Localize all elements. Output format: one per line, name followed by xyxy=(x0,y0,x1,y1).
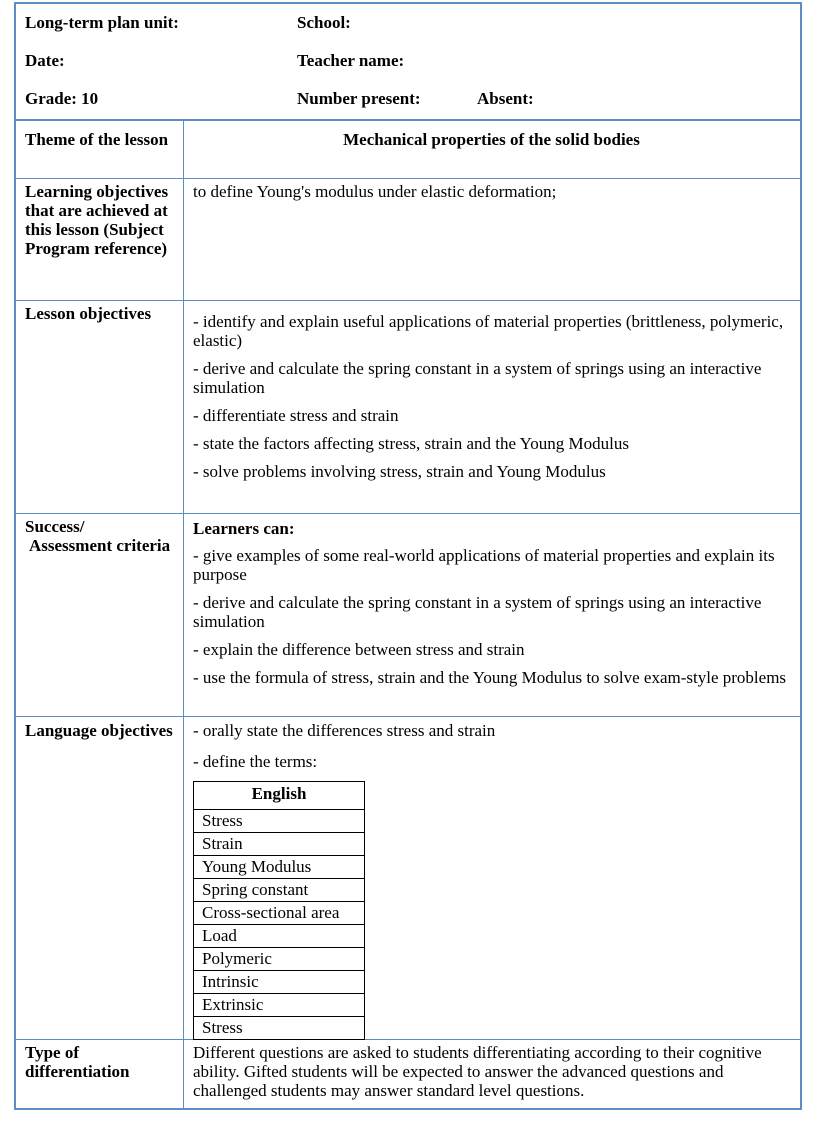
language-objectives-label: Language objectives xyxy=(16,717,184,1039)
term-cell: Extrinsic xyxy=(194,994,365,1017)
absent-label: Absent: xyxy=(477,89,534,108)
lesson-objective-item: - derive and calculate the spring constant in a system of springs using an interactive simulation xyxy=(193,359,762,397)
differentiation-row xyxy=(16,1040,800,1108)
success-label-line1: Success/ xyxy=(25,517,85,536)
language-item: - orally state the differences stress and strain xyxy=(193,721,496,740)
success-criteria-list xyxy=(184,514,800,716)
terms-table xyxy=(193,781,365,1040)
theme-row xyxy=(16,121,800,179)
term-cell: Spring constant xyxy=(194,879,365,902)
success-heading: Learners can: xyxy=(193,519,295,538)
lesson-objective-item: - solve problems involving stress, strain and Young Modulus xyxy=(193,462,606,481)
lesson-objectives-list xyxy=(184,301,800,513)
header-row-2 xyxy=(25,51,800,73)
term-cell: Load xyxy=(194,925,365,948)
term-cell: Polymeric xyxy=(194,948,365,971)
success-item: - give examples of some real-world applications of material properties and explain its purpose xyxy=(193,546,775,584)
differentiation-label: Type of differentiation xyxy=(16,1040,184,1108)
lesson-objective-item: - differentiate stress and strain xyxy=(193,406,399,425)
unit-label: Long-term plan unit: xyxy=(25,13,179,32)
theme-value: Mechanical properties of the solid bodies xyxy=(343,130,640,149)
header-block xyxy=(16,4,800,121)
lesson-plan-table xyxy=(14,2,802,1110)
term-cell: Young Modulus xyxy=(194,856,365,879)
lesson-objectives-label: Lesson objectives xyxy=(16,301,184,513)
lesson-objective-item: - state the factors affecting stress, strain and the Young Modulus xyxy=(193,434,629,453)
header-row-3 xyxy=(25,89,800,111)
success-item: - explain the difference between stress and strain xyxy=(193,640,525,659)
term-cell: Stress xyxy=(194,1017,365,1040)
language-item: - define the terms: xyxy=(193,752,318,771)
teacher-label: Teacher name: xyxy=(297,51,405,70)
grade-label: Grade: 10 xyxy=(25,89,99,108)
term-cell: Intrinsic xyxy=(194,971,365,994)
differentiation-value: Different questions are asked to students differentiating according to their cognitive ability. Gifted students will be expected to answer the advanced questions and challenged students may answer standard level questions. xyxy=(193,1043,762,1100)
learning-objectives-label: Learning objectives that are achieved at this lesson (Subject Program reference) xyxy=(16,179,184,300)
school-label: School: xyxy=(297,13,351,32)
header-row-1 xyxy=(25,13,800,35)
learning-objectives-row xyxy=(16,179,800,301)
success-criteria-label xyxy=(16,514,184,716)
success-label-line2: Assessment criteria xyxy=(29,536,171,555)
learning-objectives-value: to define Young's modulus under elastic deformation; xyxy=(193,182,557,201)
term-cell: Strain xyxy=(194,833,365,856)
theme-label: Theme of the lesson xyxy=(16,121,184,178)
present-label: Number present: xyxy=(297,89,421,108)
term-cell: Cross-sectional area xyxy=(194,902,365,925)
success-criteria-row xyxy=(16,514,800,717)
success-item: - derive and calculate the spring constant in a system of springs using an interactive simulation xyxy=(193,593,762,631)
language-objectives-content xyxy=(184,717,800,1039)
language-objectives-row xyxy=(16,717,800,1040)
terms-header: English xyxy=(194,782,365,810)
lesson-objective-item: - identify and explain useful applications of material properties (brittleness, polymeric, elastic) xyxy=(193,312,784,350)
term-cell: Stress xyxy=(194,810,365,833)
success-item: - use the formula of stress, strain and the Young Modulus to solve exam-style problems xyxy=(193,668,787,687)
date-label: Date: xyxy=(25,51,65,70)
lesson-objectives-row xyxy=(16,301,800,514)
